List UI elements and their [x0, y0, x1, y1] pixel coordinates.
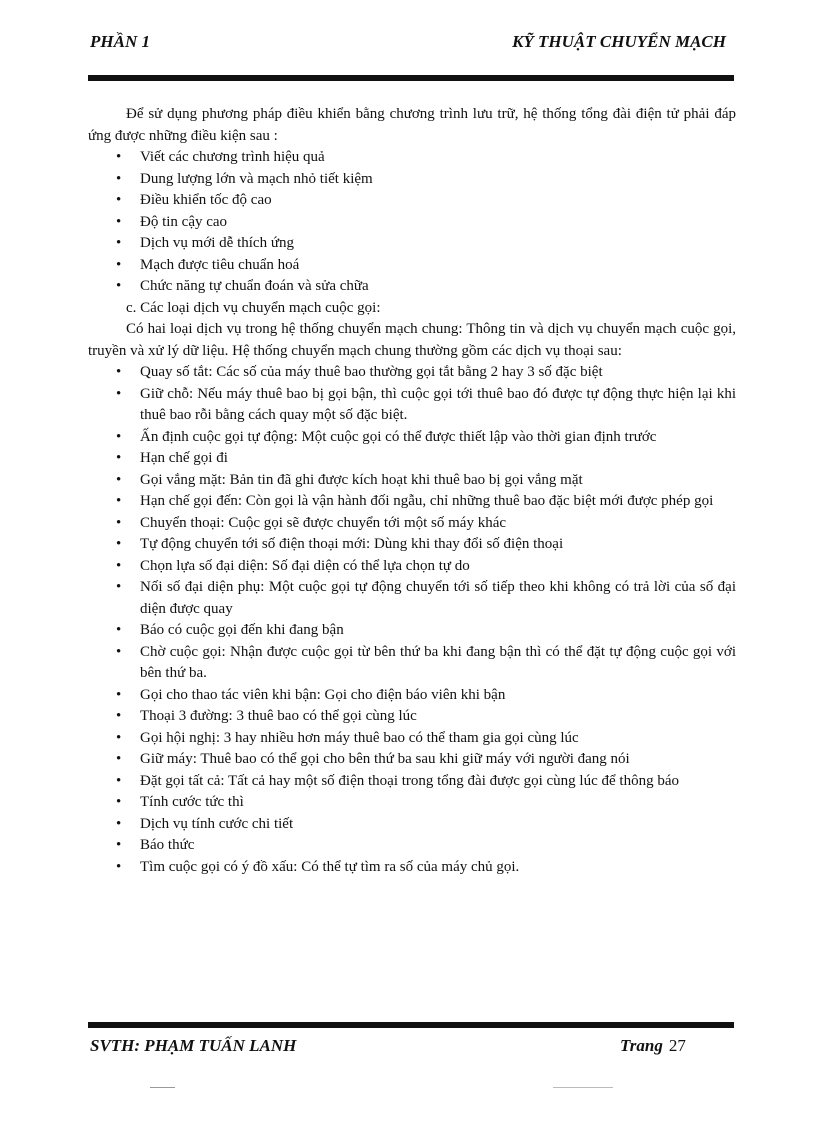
footer-rule	[88, 1022, 734, 1028]
list-item: • Giữ chỗ: Nếu máy thuê bao bị gọi bận, thì cuộc gọi tới thuê bao đó được tự động thực hiện lại khi thuê bao rỗi bằng cách quay một số đặc biệt.	[88, 384, 736, 427]
list-item: • Gọi hội nghị: 3 hay nhiều hơn máy thuê bao có thể tham gia gọi cùng lúc	[88, 728, 736, 750]
list-item: • Nối số đại diện phụ: Một cuộc gọi tự động chuyển tới số tiếp theo khi không có trả lời của số đại diện được quay	[88, 577, 736, 620]
list-item: • Viết các chương trình hiệu quả	[88, 147, 736, 169]
services-list	[88, 362, 736, 878]
intro-paragraph: Để sử dụng phương pháp điều khiển bằng chương trình lưu trữ, hệ thống tổng đài điện tử phải đáp ứng được những điều kiện sau :	[88, 106, 736, 144]
list-item: • Ấn định cuộc gọi tự động: Một cuộc gọi có thể được thiết lập vào thời gian định trước	[88, 427, 736, 449]
footer-page	[620, 1036, 686, 1056]
list-item: • Gọi vắng mặt: Bản tin đã ghi được kích hoạt khi thuê bao bị gọi vắng mặt	[88, 470, 736, 492]
list-item: • Báo thức	[88, 835, 736, 857]
scan-mark	[150, 1087, 175, 1088]
list-item: • Hạn chế gọi đến: Còn gọi là vận hành đối ngẫu, chỉ những thuê bao đặc biệt mới được phép gọi	[88, 491, 736, 513]
list-item: • Tự động chuyển tới số điện thoại mới: Dùng khi thay đổi số điện thoại	[88, 534, 736, 556]
list-item: • Chọn lựa số đại diện: Số đại diện có thể lựa chọn tự do	[88, 556, 736, 578]
list-item: • Tính cước tức thì	[88, 792, 736, 814]
services-paragraph: Có hai loại dịch vụ trong hệ thống chuyển mạch chung: Thông tin và dịch vụ chuyển mạch cuộc gọi, truyền và xử lý dữ liệu. Hệ thống chuyển mạch chung thường gồm các dịch vụ thoại sau:	[88, 321, 736, 359]
page-footer	[90, 1036, 730, 1060]
page-header	[90, 32, 726, 60]
section-title: c. Các loại dịch vụ chuyển mạch cuộc gọi:	[126, 299, 381, 316]
list-item: • Độ tin cậy cao	[88, 212, 736, 234]
list-item: • Dung lượng lớn và mạch nhỏ tiết kiệm	[88, 169, 736, 191]
list-item: • Tìm cuộc gọi có ý đồ xấu: Có thể tự tìm ra số của máy chủ gọi.	[88, 857, 736, 879]
list-item: • Quay số tắt: Các số của máy thuê bao thường gọi tắt bằng 2 hay 3 số đặc biệt	[88, 362, 736, 384]
list-item: • Gọi cho thao tác viên khi bận: Gọi cho điện báo viên khi bận	[88, 685, 736, 707]
list-item: • Thoại 3 đường: 3 thuê bao có thể gọi cùng lúc	[88, 706, 736, 728]
page-body	[88, 104, 736, 878]
list-item: • Chờ cuộc gọi: Nhận được cuộc gọi từ bên thứ ba khi đang bận thì có thể đặt tự động cuộc gọi với bên thứ ba.	[88, 642, 736, 685]
list-item: • Giữ máy: Thuê bao có thể gọi cho bên thứ ba sau khi giữ máy với người đang nói	[88, 749, 736, 771]
requirements-list	[88, 147, 736, 298]
list-item: • Báo có cuộc gọi đến khi đang bận	[88, 620, 736, 642]
header-section-label: PHẦN 1	[90, 32, 150, 51]
page-label: Trang	[620, 1036, 663, 1055]
header-rule	[88, 75, 734, 81]
scan-mark	[553, 1087, 613, 1088]
list-item: • Chuyển thoại: Cuộc gọi sẽ được chuyển tới một số máy khác	[88, 513, 736, 535]
footer-author: SVTH: PHẠM TUẤN LANH	[90, 1036, 297, 1055]
list-item: • Dịch vụ mới dễ thích ứng	[88, 233, 736, 255]
list-item: • Chức năng tự chuẩn đoán và sửa chữa	[88, 276, 736, 298]
header-chapter-title: KỸ THUẬT CHUYỂN MẠCH	[512, 32, 726, 51]
list-item: • Dịch vụ tính cước chi tiết	[88, 814, 736, 836]
list-item: • Đặt gọi tất cả: Tất cả hay một số điện thoại trong tổng đài được gọi cùng lúc để thông báo	[88, 771, 736, 793]
page-number: 27	[668, 1036, 686, 1055]
list-item: • Hạn chế gọi đi	[88, 448, 736, 470]
list-item: • Mạch được tiêu chuẩn hoá	[88, 255, 736, 277]
list-item: • Điều khiển tốc độ cao	[88, 190, 736, 212]
